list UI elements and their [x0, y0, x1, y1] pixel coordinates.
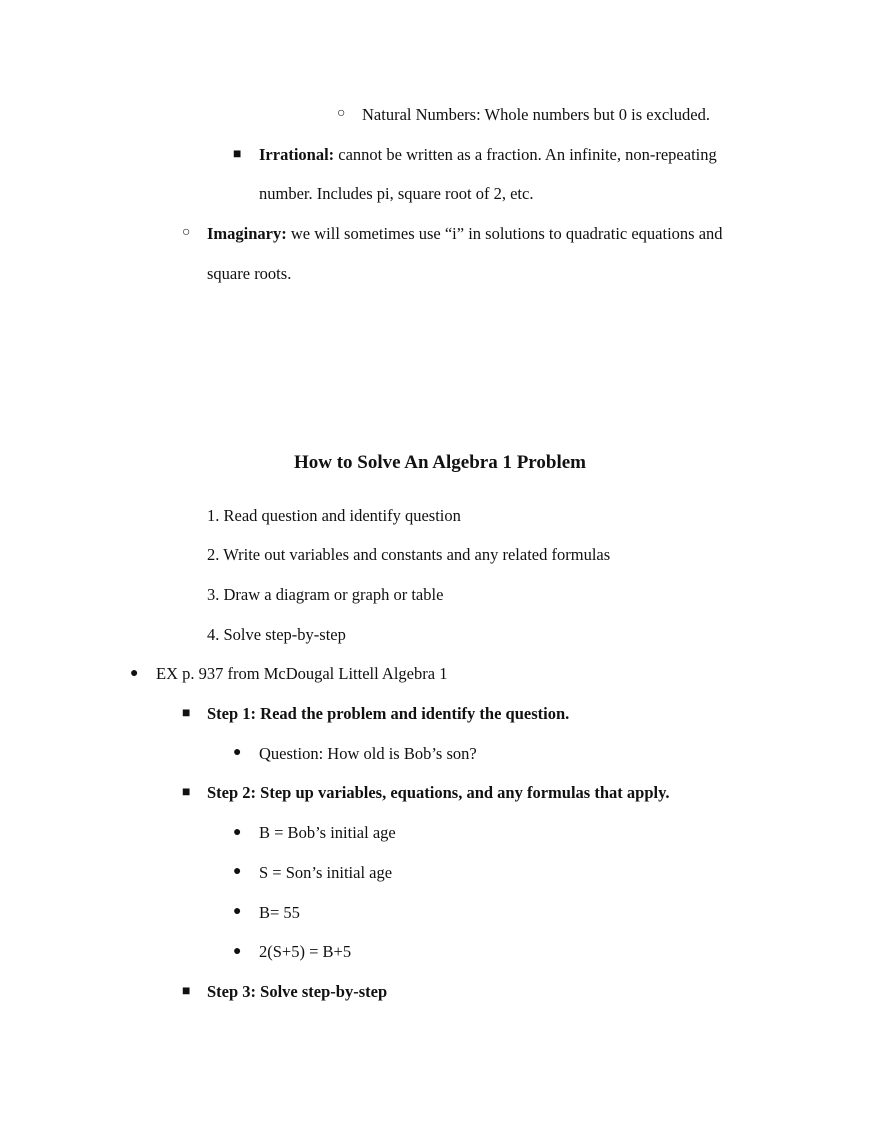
- list-item: S = Son’s initial age: [259, 863, 393, 882]
- dot-bullet-icon: ●: [233, 745, 242, 760]
- step-heading: Step 3: Solve step-by-step: [207, 982, 388, 1001]
- circle-bullet-icon: ○: [182, 225, 191, 240]
- list-item: 2(S+5) = B+5: [259, 942, 352, 961]
- step: 2. Write out variables and constants and any related formulas: [207, 545, 611, 564]
- dot-bullet-icon: ●: [233, 864, 242, 879]
- term: Imaginary:: [207, 224, 287, 243]
- dot-bullet-icon: ●: [233, 904, 242, 919]
- step-heading: Step 2: Step up variables, equations, and any formulas that apply.: [207, 783, 670, 802]
- list-item: B = Bob’s initial age: [259, 823, 396, 842]
- list-item: [259, 145, 717, 165]
- step: 4. Solve step-by-step: [207, 625, 346, 644]
- square-bullet-icon: ■: [182, 984, 191, 999]
- list-item: [207, 224, 723, 244]
- section-heading: How to Solve An Algebra 1 Problem: [293, 452, 587, 473]
- step: 1. Read question and identify question: [207, 506, 461, 525]
- definition: we will sometimes use “i” in solutions to quadratic equations and: [286, 224, 723, 243]
- list-item-continued: square roots.: [207, 264, 292, 283]
- definition: cannot be written as a fraction. An infinite, non-repeating: [334, 145, 717, 164]
- square-bullet-icon: ■: [182, 706, 191, 721]
- square-bullet-icon: ■: [233, 147, 242, 162]
- term: Irrational:: [259, 145, 335, 164]
- square-bullet-icon: ■: [182, 785, 191, 800]
- example: EX p. 937 from McDougal Littell Algebra 1: [156, 664, 448, 683]
- step-heading: Step 1: Read the problem and identify the question.: [207, 704, 570, 723]
- circle-bullet-icon: ○: [337, 106, 346, 121]
- list-item-continued: number. Includes pi, square root of 2, etc.: [259, 184, 534, 203]
- dot-bullet-icon: ●: [130, 666, 139, 681]
- list-item: Natural Numbers: Whole numbers but 0 is excluded.: [362, 105, 710, 124]
- list-item: B= 55: [259, 903, 300, 922]
- dot-bullet-icon: ●: [233, 825, 242, 840]
- dot-bullet-icon: ●: [233, 944, 242, 959]
- list-item: Question: How old is Bob’s son?: [259, 744, 477, 763]
- step: 3. Draw a diagram or graph or table: [207, 585, 444, 604]
